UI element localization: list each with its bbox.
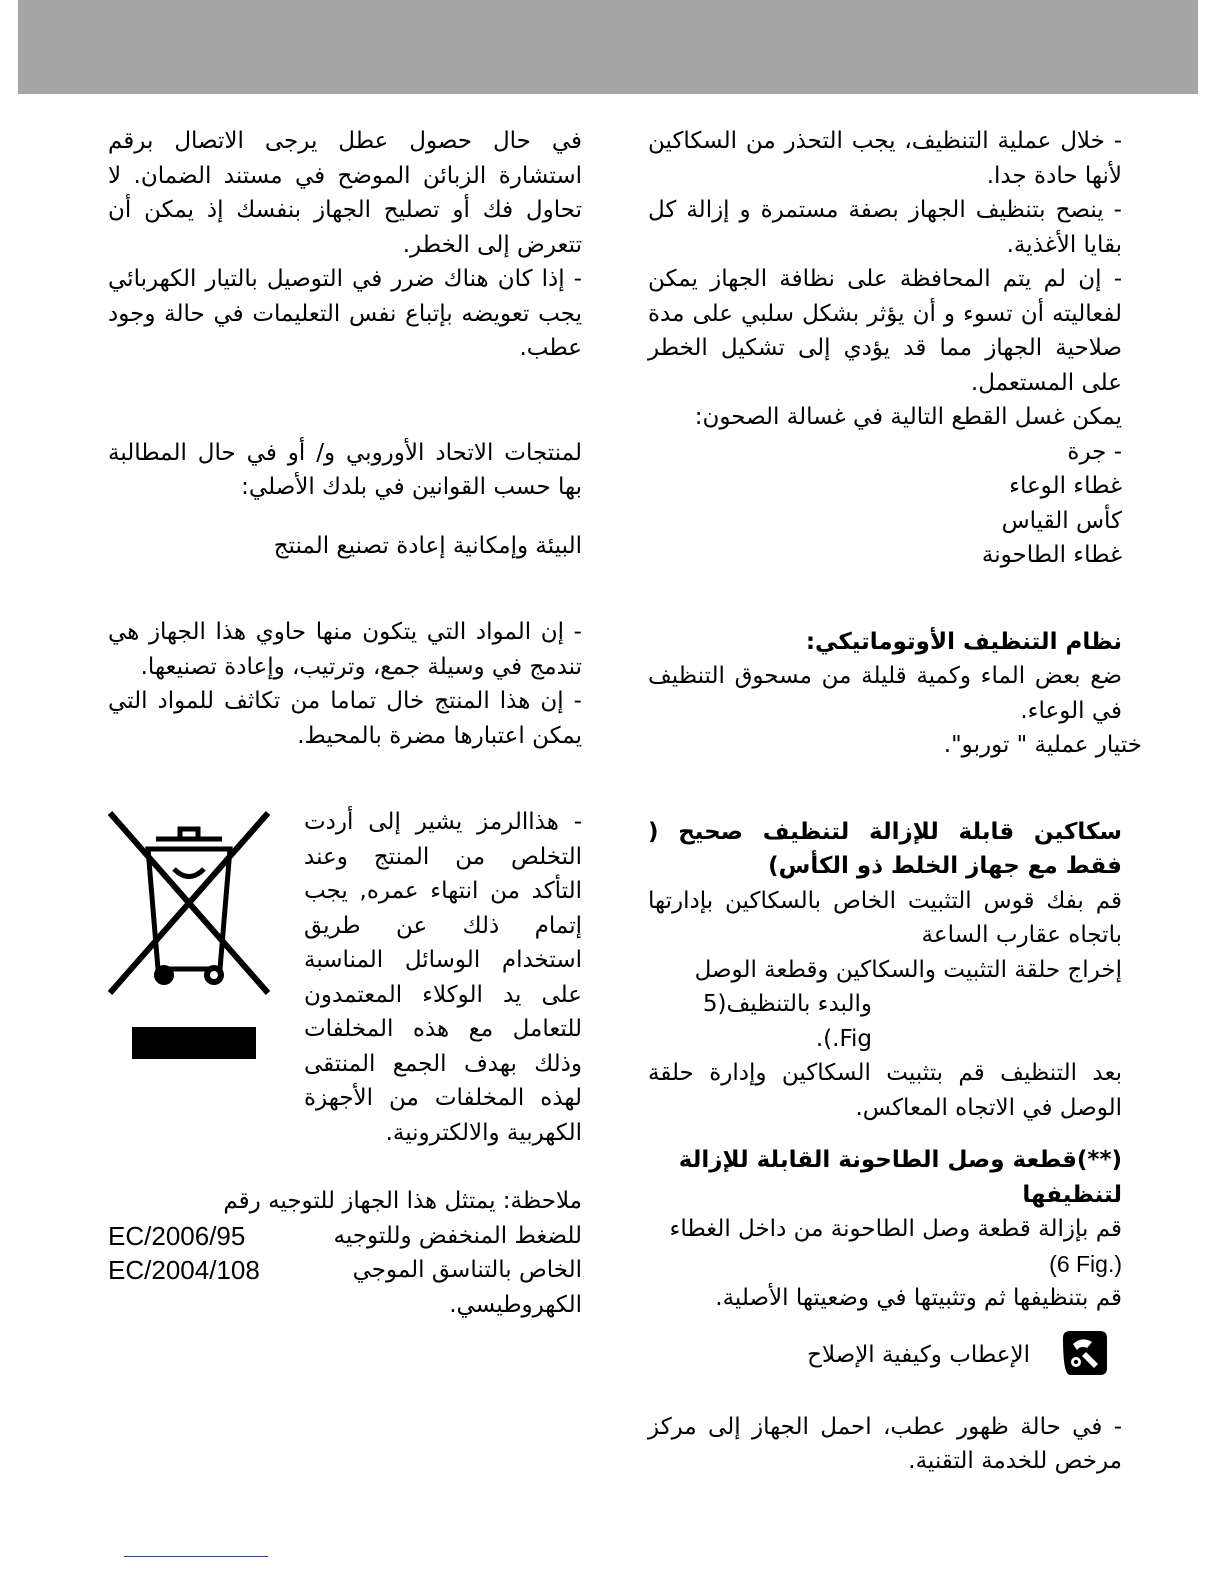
- repair-heading: [648, 1328, 1122, 1384]
- directive-note: [108, 1184, 582, 1322]
- note-middle-1: للضغط المنخفض وللتوجيه: [333, 1222, 582, 1249]
- cleaning-paragraph-1: - خلال عملية التنظيف، يجب التحذر من السكاكين لأنها حادة جدا.: [648, 128, 1122, 189]
- weee-paragraph: - هذاالرمز يشير إلى أردت التخلص من المنتج وعند التأكد من انتهاء عمره, يجب إتمام ذلك عن طريق استخدام الوسائل المناسبة على يد الوكلاء المعتمدون للتعامل مع هذه المخلفات وذلك بهدف الجمع المنتقى لهذه المخلفات من الأجهزة الكهربية والالكترونية.: [304, 809, 582, 1146]
- wrench-repair-icon: [1060, 1328, 1110, 1378]
- dishwasher-item: كأس القياس: [1001, 507, 1122, 534]
- note-end: الكهروطيسي.: [449, 1291, 582, 1318]
- dishwasher-intro: يمكن غسل القطع التالية في غسالة الصحون:: [694, 404, 1122, 430]
- cleaning-paragraph-2: - ينصح بتنظيف الجهاز بصفة مستمرة و إزالة كل بقايا الأغذية.: [648, 197, 1122, 258]
- knives-paragraph-1: قم بفك قوس التثبيت الخاص بالسكاكين بإدارتها باتجاه عقارب الساعة: [648, 887, 1122, 948]
- grinder-title: (**)قطعة وصل الطاحونة القابلة للإزالة لتنظيفها: [678, 1147, 1122, 1208]
- knives-paragraph-3: بعد التنظيف قم بتثبيت السكاكين وإدارة حلقة الوصل في الاتجاه المعاكس.: [648, 1060, 1122, 1121]
- knives-figure-ref: والبدء بالتنظيف(5 Fig.).: [702, 991, 872, 1052]
- fault-paragraph-1: في حال حصول عطل يرجى الاتصال برقم استشارة الزبائن الموضح في مستند الضمان. لا تحاول فك أو تصليح الجهاز بنفسك إذ يمكن أن تتعرض إلى الخطر.: [108, 128, 582, 258]
- repair-paragraph: - في حالة ظهور عطب، احمل الجهاز إلى مركز مرخص للخدمة التقنية.: [648, 1413, 1122, 1474]
- note-label: ملاحظة: يمتثل هذا الجهاز للتوجيه رقم: [223, 1188, 582, 1214]
- environment-paragraph-2: - إن هذا المنتج خال تماما من تكاثف للمواد التي يمكن اعتبارها مضرة بالمحيط.: [108, 688, 582, 749]
- directive-number: 2004/108/EC: [108, 1255, 260, 1285]
- repair-label: الإعطاب وكيفية الإصلاح: [807, 1341, 1030, 1368]
- dishwasher-item: غطاء الطاحونة: [981, 542, 1122, 568]
- environment-title: البيئة وإمكانية إعادة تصنيع المنتج: [273, 532, 582, 559]
- header-band: [18, 0, 1198, 94]
- fault-paragraph-2: - إذا كان هناك ضرر في التوصيل بالتيار الكهربائي يجب تعويضه بإتباع نفس التعليمات في حالة وجود عطب.: [108, 266, 582, 361]
- dishwasher-item: غطاء الوعاء: [1009, 473, 1122, 499]
- crossed-out-bin-icon: [104, 809, 274, 999]
- weee-black-bar: [132, 1027, 256, 1059]
- grinder-paragraph-2: قم بتنظيفها ثم وتثبيتها في وضعيتها الأصلية.: [715, 1285, 1122, 1311]
- grinder-paragraph-1: قم بإزالة قطعة وصل الطاحونة من داخل الغطاء: [669, 1216, 1122, 1242]
- directive-number: 2006/95/EC: [108, 1220, 246, 1251]
- footer-rule: [124, 1556, 268, 1557]
- auto-cleaning-paragraph-2: ختيار عملية " توربو".: [943, 732, 1142, 758]
- environment-paragraph-1: - إن المواد التي يتكون منها حاوي هذا الجهاز هي تندمج في وسيلة جمع، وترتيب، وإعادة تصنيعها.: [108, 619, 582, 680]
- note-middle-2: الخاص بالتناسق الموجي: [352, 1257, 582, 1283]
- left-column: [108, 124, 582, 1322]
- knives-title: سكاكين قابلة للإزالة لتنظيف صحيح ( فقط مع جهاز الخلط ذو الكأس): [648, 818, 1122, 879]
- eu-paragraph: لمنتجات الاتحاد الأوروبي و/ أو في حال المطالبة بها حسب القوانين في بلدك الأصلي:: [108, 439, 582, 500]
- right-column: [648, 124, 1142, 1479]
- cleaning-paragraph-3: - إن لم يتم المحافظة على نظافة الجهاز يمكن لفعاليته أن تسوء و أن يؤثر بشكل سلبي على مدة صلاحية الجهاز مما قد يؤدي إلى تشكيل الخطر على المستعمل.: [648, 266, 1122, 396]
- weee-section: [108, 805, 582, 1150]
- grinder-figure-ref: (6 Fig.): [1049, 1250, 1122, 1277]
- auto-cleaning-paragraph-1: ضع بعض الماء وكمية قليلة من مسحوق التنظيف في الوعاء.: [648, 663, 1122, 724]
- knives-paragraph-2: إخراج حلقة التثبيت والسكاكين وقطعة الوصل: [694, 956, 1122, 983]
- auto-cleaning-title: نظام التنظيف الأوتوماتيكي:: [805, 628, 1122, 655]
- dishwasher-item: - جرة: [1067, 438, 1122, 465]
